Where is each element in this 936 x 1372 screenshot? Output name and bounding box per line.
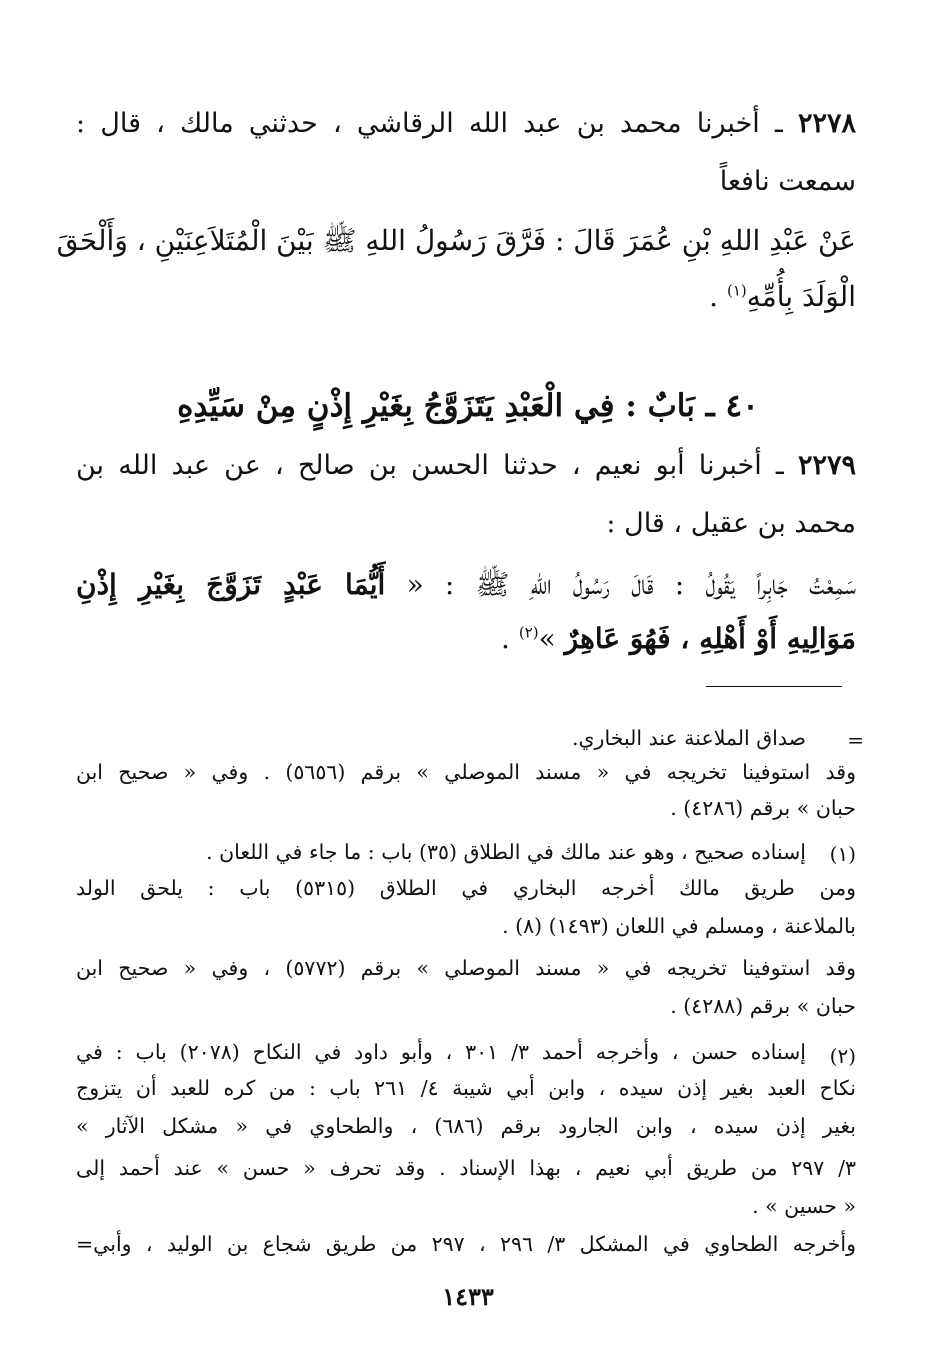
footnote-2-line-2: نكاح العبد بغير إذن سيده ، وابن أبي شيبة ٤/ ٢٦١ باب : من كره للعبد أن يتزوج <box>76 1076 856 1100</box>
footnote-separator <box>706 686 842 687</box>
footnote-2-line-6: وأخرجه الطحاوي في المشكل ٣/ ٢٩٦ ، ٢٩٧ من طريق شجاع بن الوليد ، وأبي= <box>76 1232 856 1256</box>
chapter-title: فِي الْعَبْدِ يَتَزَوَّجُ بِغَيْرِ إِذْنٍ مِنْ سَيِّدِهِ <box>177 388 615 424</box>
hadith-2279-matn-line-2: مَوَالِيهِ أَوْ أَهْلِهِ ، فَهُوَ عَاهِرٌ »$^{(٢)}$ . <box>501 622 856 655</box>
hadith-2278-isnad-line-1: ٢٢٧٨ ـ أخبرنا محمد بن عبد الله الرقاشي ، حدثني مالك ، قال : <box>76 108 856 139</box>
footnote-1-line-5: حبان » برقم (٤٢٨٨) . <box>670 994 856 1018</box>
footnote-ref-1: (١) <box>726 281 747 300</box>
hadith-number: ٢٢٧٩ <box>797 450 856 481</box>
hadith-number: ٢٢٧٨ <box>797 108 856 139</box>
chapter-label: ـ بَابٌ : <box>614 388 726 424</box>
footnote-1-line-2: ومن طريق مالك أخرجه البخاري في الطلاق (٥٣١٥) باب : يلحق الولد <box>76 876 856 900</box>
page-number: ١٤٣٣ <box>442 1282 494 1311</box>
hadith-2278-isnad-line-2: سمعت نافعاً <box>719 166 856 197</box>
footnote-2-line-3: بغير إذن سيده ، وابن الجارود برقم (٦٨٦) ، والطحاوي في « مشكل الآثار » <box>76 1114 856 1138</box>
continuation-marker: = <box>847 728 864 752</box>
footnote-1-line-4: وقد استوفينا تخريجه في « مسند الموصلي » برقم (٥٧٧٢) ، وفي « صحيح ابن <box>76 956 856 980</box>
footnote-2-line-5: « حسين » . <box>752 1194 856 1218</box>
footnote-2-marker: (٢) <box>829 1044 856 1068</box>
hadith-2279-matn-line-1: سَمِعْتُ جَابِراً يَقُولُ : قَالَ رَسُولُ اللهِ ﷺ : « أَيُّمَا عَبْدٍ تَزَوَّجَ بِغَيْرِ إِذْنِ <box>76 568 856 601</box>
footnote-1-marker: (١) <box>829 842 856 866</box>
footnote-ref-2: (٢) <box>518 623 539 642</box>
footnote-cont-line-1: صداق الملاعنة عند البخاري. <box>572 726 806 750</box>
footnote-cont-line-2: وقد استوفينا تخريجه في « مسند الموصلي » برقم (٥٦٥٦) . وفي « صحيح ابن <box>76 760 856 784</box>
hadith-2278-matn-line-1: عَنْ عَبْدِ اللهِ بْنِ عُمَرَ قَالَ : فَرَّقَ رَسُولُ اللهِ ﷺ بَيْنَ الْمُتَلاَعِنَيْنِ ، وَأَلْحَقَ <box>56 224 856 257</box>
hadith-2278-matn-line-2: الْوَلَدَ بِأُمِّهِ$^{(١)}$ . <box>709 280 856 313</box>
hadith-2279-isnad-line-1: ٢٢٧٩ ـ أخبرنا أبو نعيم ، حدثنا الحسن بن صالح ، عن عبد الله بن <box>76 450 856 481</box>
footnote-2-line-4: ٣/ ٢٩٧ من طريق أبي نعيم ، بهذا الإسناد . وقد تحرف « حسن » عند أحمد إلى <box>76 1156 856 1180</box>
footnote-1-line-3: بالملاعنة ، ومسلم في اللعان (١٤٩٣) (٨) . <box>502 914 856 938</box>
chapter-heading <box>0 388 936 424</box>
footnote-1-line-1: إسناده صحيح ، وهو عند مالك في الطلاق (٣٥) باب : ما جاء في اللعان . <box>206 840 806 864</box>
hadith-2279-isnad-line-2: محمد بن عقيل ، قال : <box>606 508 856 539</box>
footnote-2-line-1: إسناده حسن ، وأخرجه أحمد ٣/ ٣٠١ ، وأبو داود في النكاح (٢٠٧٨) باب : في <box>76 1040 806 1064</box>
chapter-number: ٤٠ <box>725 388 759 424</box>
footnote-cont-line-3: حبان » برقم (٤٢٨٦) . <box>670 796 856 820</box>
